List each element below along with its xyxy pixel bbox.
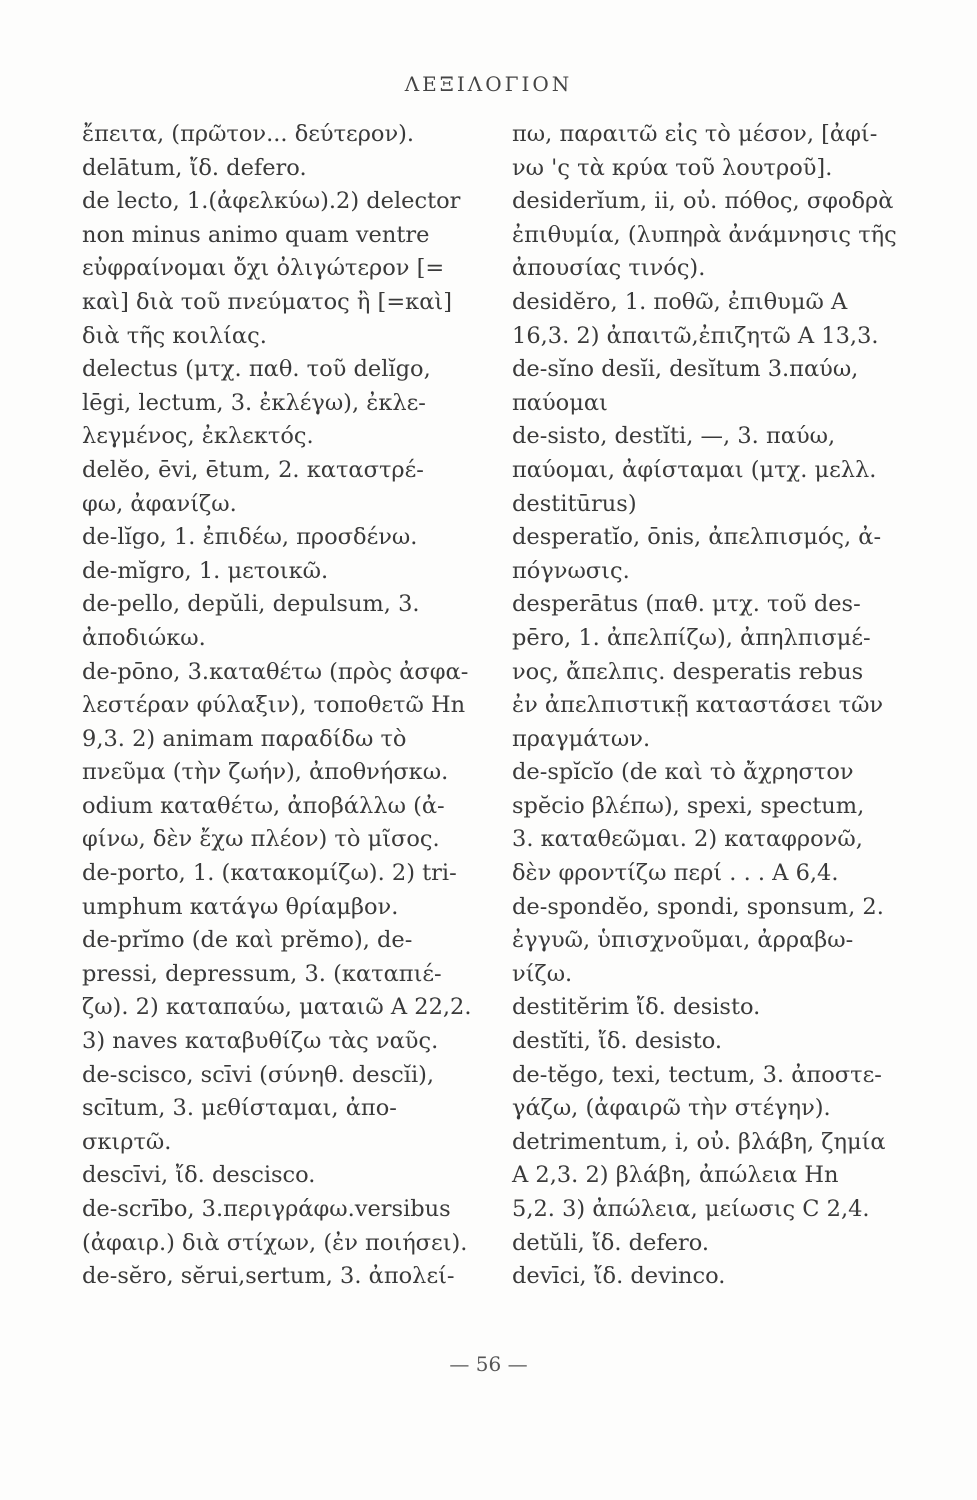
entry-line: de-sisto, destĭti, —, 3. παύω, <box>512 423 836 450</box>
entry-line: de-lĭgo, 1. ἐπιδέω, προσδένω. <box>82 524 418 551</box>
page-number: — 56 — <box>449 1352 528 1376</box>
entry-line: detŭli, ἴδ. defero. <box>512 1229 710 1256</box>
entry-line: γάζω, (ἀφαιρῶ τὴν στέγην). <box>512 1095 831 1122</box>
entry-line: de-sĕro, sĕrui,sertum, 3. ἀπολεί- <box>82 1263 455 1290</box>
entry-line: desidĕro, 1. ποθῶ, ἐπιθυμῶ A <box>512 288 848 315</box>
entry-line: de-scrībo, 3.περιγράφω.versibus <box>82 1196 451 1222</box>
entry-line: νος, ἄπελπις. desperatis rebus <box>512 658 864 685</box>
entry-line: παύομαι <box>512 389 608 416</box>
entry-line: de-prĭmo (de καὶ prĕmo), de- <box>82 927 413 954</box>
entry-line: ἔπειτα, (πρῶτον... δεύτερον). <box>82 121 415 147</box>
entry-line: 3) naves καταβυθίζω τὰς ναῦς. <box>82 1028 439 1055</box>
entry-line: παύομαι, ἀφίσταμαι (μτχ. μελλ. <box>512 456 877 483</box>
entry-line: de-pōno, 3.καταθέτω (πρὸς ἀσφα- <box>82 658 469 685</box>
entry-line: de-scisco, scīvi (σύνηθ. descĭi), <box>82 1061 435 1088</box>
right-column <box>512 118 932 1294</box>
entry-line: καὶ] διὰ τοῦ πνεύματος ἢ [=καὶ] <box>82 288 453 315</box>
entry-line: delātum, ἴδ. defero. <box>82 154 307 181</box>
entry-line: delectus (μτχ. παθ. τοῦ delĭgo, <box>82 356 431 383</box>
entry-line: destitūrus) <box>512 490 637 517</box>
entry-line: devīci, ἴδ. devinco. <box>512 1263 726 1290</box>
entry-line: de-spĭcĭo (de καὶ τὸ ἄχρηστον <box>512 759 854 786</box>
entry-line: πόγνωσις. <box>512 557 630 584</box>
entry-line: πω, παραιτῶ εἰς τὸ μέσον, [ἀφί- <box>512 121 878 147</box>
entry-line: desperatĭo, ōnis, ἀπελπισμός, ἀ- <box>512 524 882 551</box>
entry-line: (ἀφαιρ.) διὰ στίχων, (ἐν ποιήσει). <box>82 1229 468 1256</box>
entry-line: δὲν φροντίζω περί . . . A 6,4. <box>512 860 839 887</box>
entry-line: λεστέραν φύλαξιν), τοποθετῶ Hn <box>82 692 466 719</box>
entry-line: A 2,3. 2) βλάβη, ἀπώλεια Hn <box>512 1162 839 1189</box>
entry-line: 5,2. 3) ἀπώλεια, μείωσις C 2,4. <box>512 1196 870 1222</box>
entry-line: de-tĕgo, texi, tectum, 3. ἀποστε- <box>512 1061 882 1088</box>
entry-line: ἀπουσίας τινός). <box>512 255 706 282</box>
entry-line: ἀποδιώκω. <box>82 624 206 651</box>
entry-line: destĭti, ἴδ. desisto. <box>512 1028 723 1055</box>
entry-line: ζω). 2) καταπαύω, ματαιῶ A 22,2. <box>82 994 472 1021</box>
entry-line: εὐφραίνομαι ὄχι ὀλιγώτερον [= <box>82 255 445 282</box>
entry-line: διὰ τῆς κοιλίας. <box>82 322 267 349</box>
entry-line: pressi, depressum, 3. (καταπιέ- <box>82 960 442 987</box>
entry-line: 9,3. 2) animam παραδίδω τὸ <box>82 725 407 752</box>
entry-line: spĕcio βλέπω), spexi, spectum, <box>512 792 865 819</box>
entry-line: de-porto, 1. (κατακομίζω). 2) tri- <box>82 860 457 887</box>
entry-line: scītum, 3. μεθίσταμαι, ἀπο- <box>82 1095 397 1122</box>
entry-line: lēgi, lectum, 3. ἐκλέγω), ἐκλε- <box>82 389 426 416</box>
entry-line: destitĕrim ἴδ. desisto. <box>512 994 761 1021</box>
entry-line: odium καταθέτω, ἀποβάλλω (ἀ- <box>82 792 445 819</box>
entry-line: νίζω. <box>512 960 573 987</box>
entry-line: ἐπιθυμία, (λυπηρὰ ἀνάμνησις τῆς <box>512 221 897 248</box>
entry-line: λεγμένος, ἐκλεκτός. <box>82 423 314 450</box>
entry-line: detrimentum, i, οὐ. βλάβη, ζημία <box>512 1128 886 1155</box>
entry-line: de-mĭgro, 1. μετοικῶ. <box>82 557 329 584</box>
entry-line: ἐν ἀπελπιστικῇ καταστάσει τῶν <box>512 692 884 719</box>
left-column <box>82 118 497 1294</box>
entry-line: σκιρτῶ. <box>82 1128 172 1155</box>
entry-line: delĕo, ēvi, ētum, 2. καταστρέ- <box>82 456 424 483</box>
entry-line: πνεῦμα (τὴν ζωήν), ἀποθνήσκω. <box>82 759 449 786</box>
entry-line: pēro, 1. ἀπελπίζω), ἀπηλπισμέ- <box>512 624 871 651</box>
entry-line: νω 'ς τὰ κρύα τοῦ λουτροῦ]. <box>512 154 833 181</box>
entry-line: umphum κατάγω θρίαμβον. <box>82 893 399 920</box>
entry-line: φω, ἀφανίζω. <box>82 490 237 517</box>
entry-line: φίνω, δὲν ἔχω πλέον) τὸ μῖσος. <box>82 826 440 853</box>
entry-line: 3. καταθεῶμαι. 2) καταφρονῶ, <box>512 826 863 853</box>
entry-line: πραγμάτων. <box>512 725 651 752</box>
entry-line: de-spondĕo, spondi, sponsum, 2. <box>512 893 884 920</box>
running-title: ΛΕΞΙΛΟΓΙΟΝ <box>404 72 573 96</box>
entry-line: desiderĭum, ii, οὐ. πόθος, σφοδρὰ <box>512 188 894 215</box>
entry-line: desperātus (παθ. μτχ. τοῦ des- <box>512 591 861 618</box>
entry-line: ἐγγυῶ, ὑπισχνοῦμαι, ἀρραβω- <box>512 927 854 954</box>
entry-line: non minus animo quam ventre <box>82 221 430 248</box>
entry-line: 16,3. 2) ἀπαιτῶ,ἐπιζητῶ A 13,3. <box>512 322 879 349</box>
entry-line: de-sĭno desĭi, desĭtum 3.παύω, <box>512 356 859 383</box>
entry-line: de lecto, 1.(ἀφελκύω).2) delector <box>82 188 461 215</box>
entry-line: descīvi, ἴδ. descisco. <box>82 1162 316 1189</box>
entry-line: de-pello, depŭli, depulsum, 3. <box>82 591 420 618</box>
